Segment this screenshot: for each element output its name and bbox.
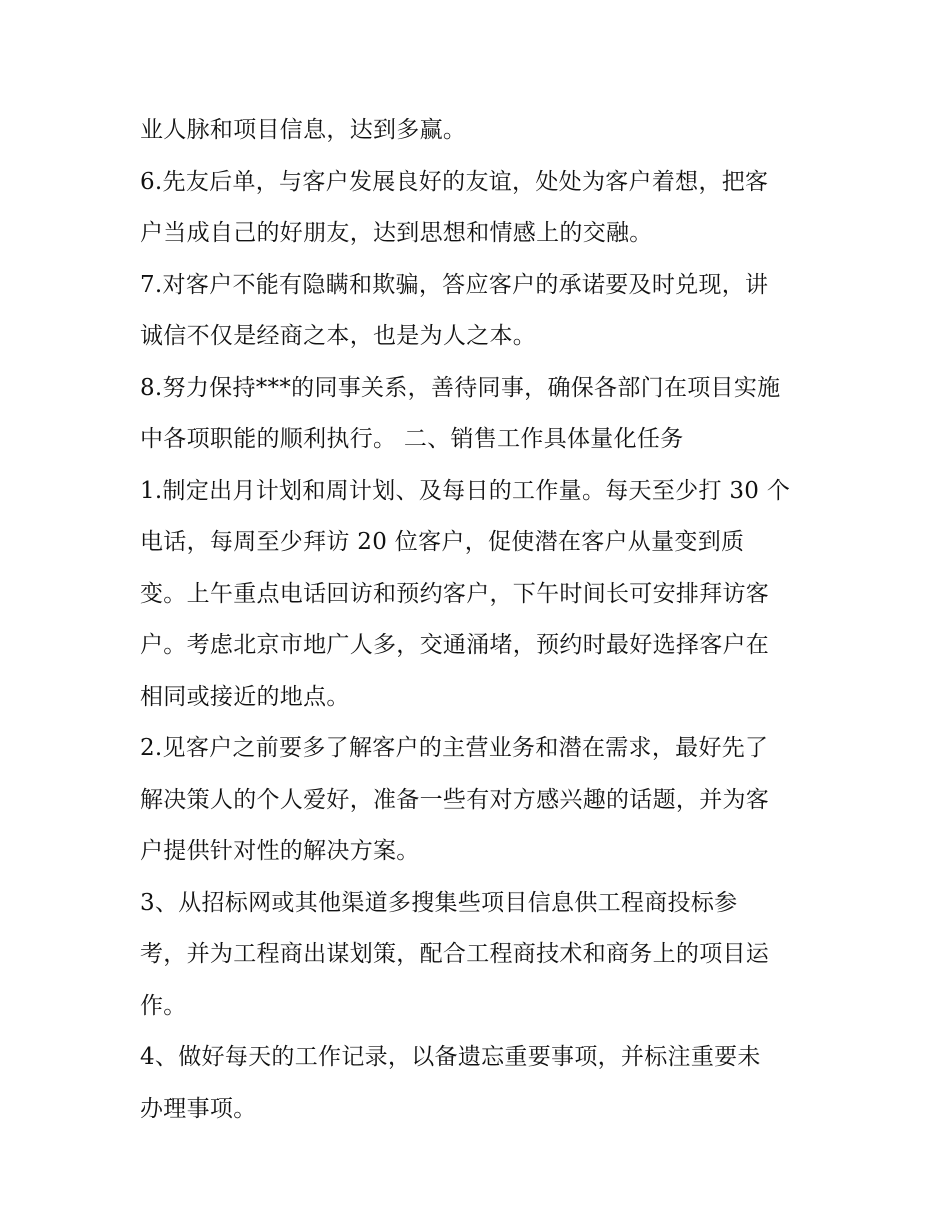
text-line: 2.见客户之前要多了解客户的主营业务和潜在需求，最好先了 [140,735,769,761]
text-line: 考，并为工程商出谋划策，配合工程商技术和商务上的项目运 [140,941,770,967]
text-line: 业人脉和项目信息，达到多赢。 [140,117,467,143]
text-line: 户当成自己的好朋友，达到思想和情感上的交融。 [140,220,653,246]
text-line: 中各项职能的顺利执行。 二、销售工作具体量化任务 [140,426,684,452]
text-line: 1.制定出月计划和周计划、及每日的工作量。每天至少打 30 个 [140,477,791,504]
document-body [140,105,820,1135]
text-line: 户提供针对性的解决方案。 [140,838,420,864]
text-line: 8.努力保持***的同事关系，善待同事，确保各部门在项目实施 [140,374,781,401]
text-line: 7.对客户不能有隐瞒和欺骗，答应客户的承诺要及时兑现，讲 [140,271,769,298]
text-line: 作。 [140,992,187,1019]
text-line: 3、从招标网或其他渠道多搜集些项目信息供工程商投标参 [140,889,738,916]
text-line: 变。上午重点电话回访和预约客户，下午时间长可安排拜访客 [140,580,770,607]
text-line: 解决策人的个人爱好，准备一些有对方感兴趣的话题，并为客 [140,786,770,813]
text-line: 户。考虑北京市地广人多，交通涌堵，预约时最好选择客户在 [140,632,770,658]
text-line: 4、做好每天的工作记录，以备遗忘重要事项，并标注重要未 [140,1044,761,1070]
text-line: 6.先友后单，与客户发展良好的友谊，处处为客户着想，把客 [140,168,769,195]
text-line: 诚信不仅是经商之本，也是为人之本。 [140,323,537,349]
text-line: 办理事项。 [140,1095,257,1122]
text-line: 电话，每周至少拜访 20 位客户，促使潜在客户从量变到质 [140,529,745,555]
text-line: 相同或接近的地点。 [140,683,350,710]
